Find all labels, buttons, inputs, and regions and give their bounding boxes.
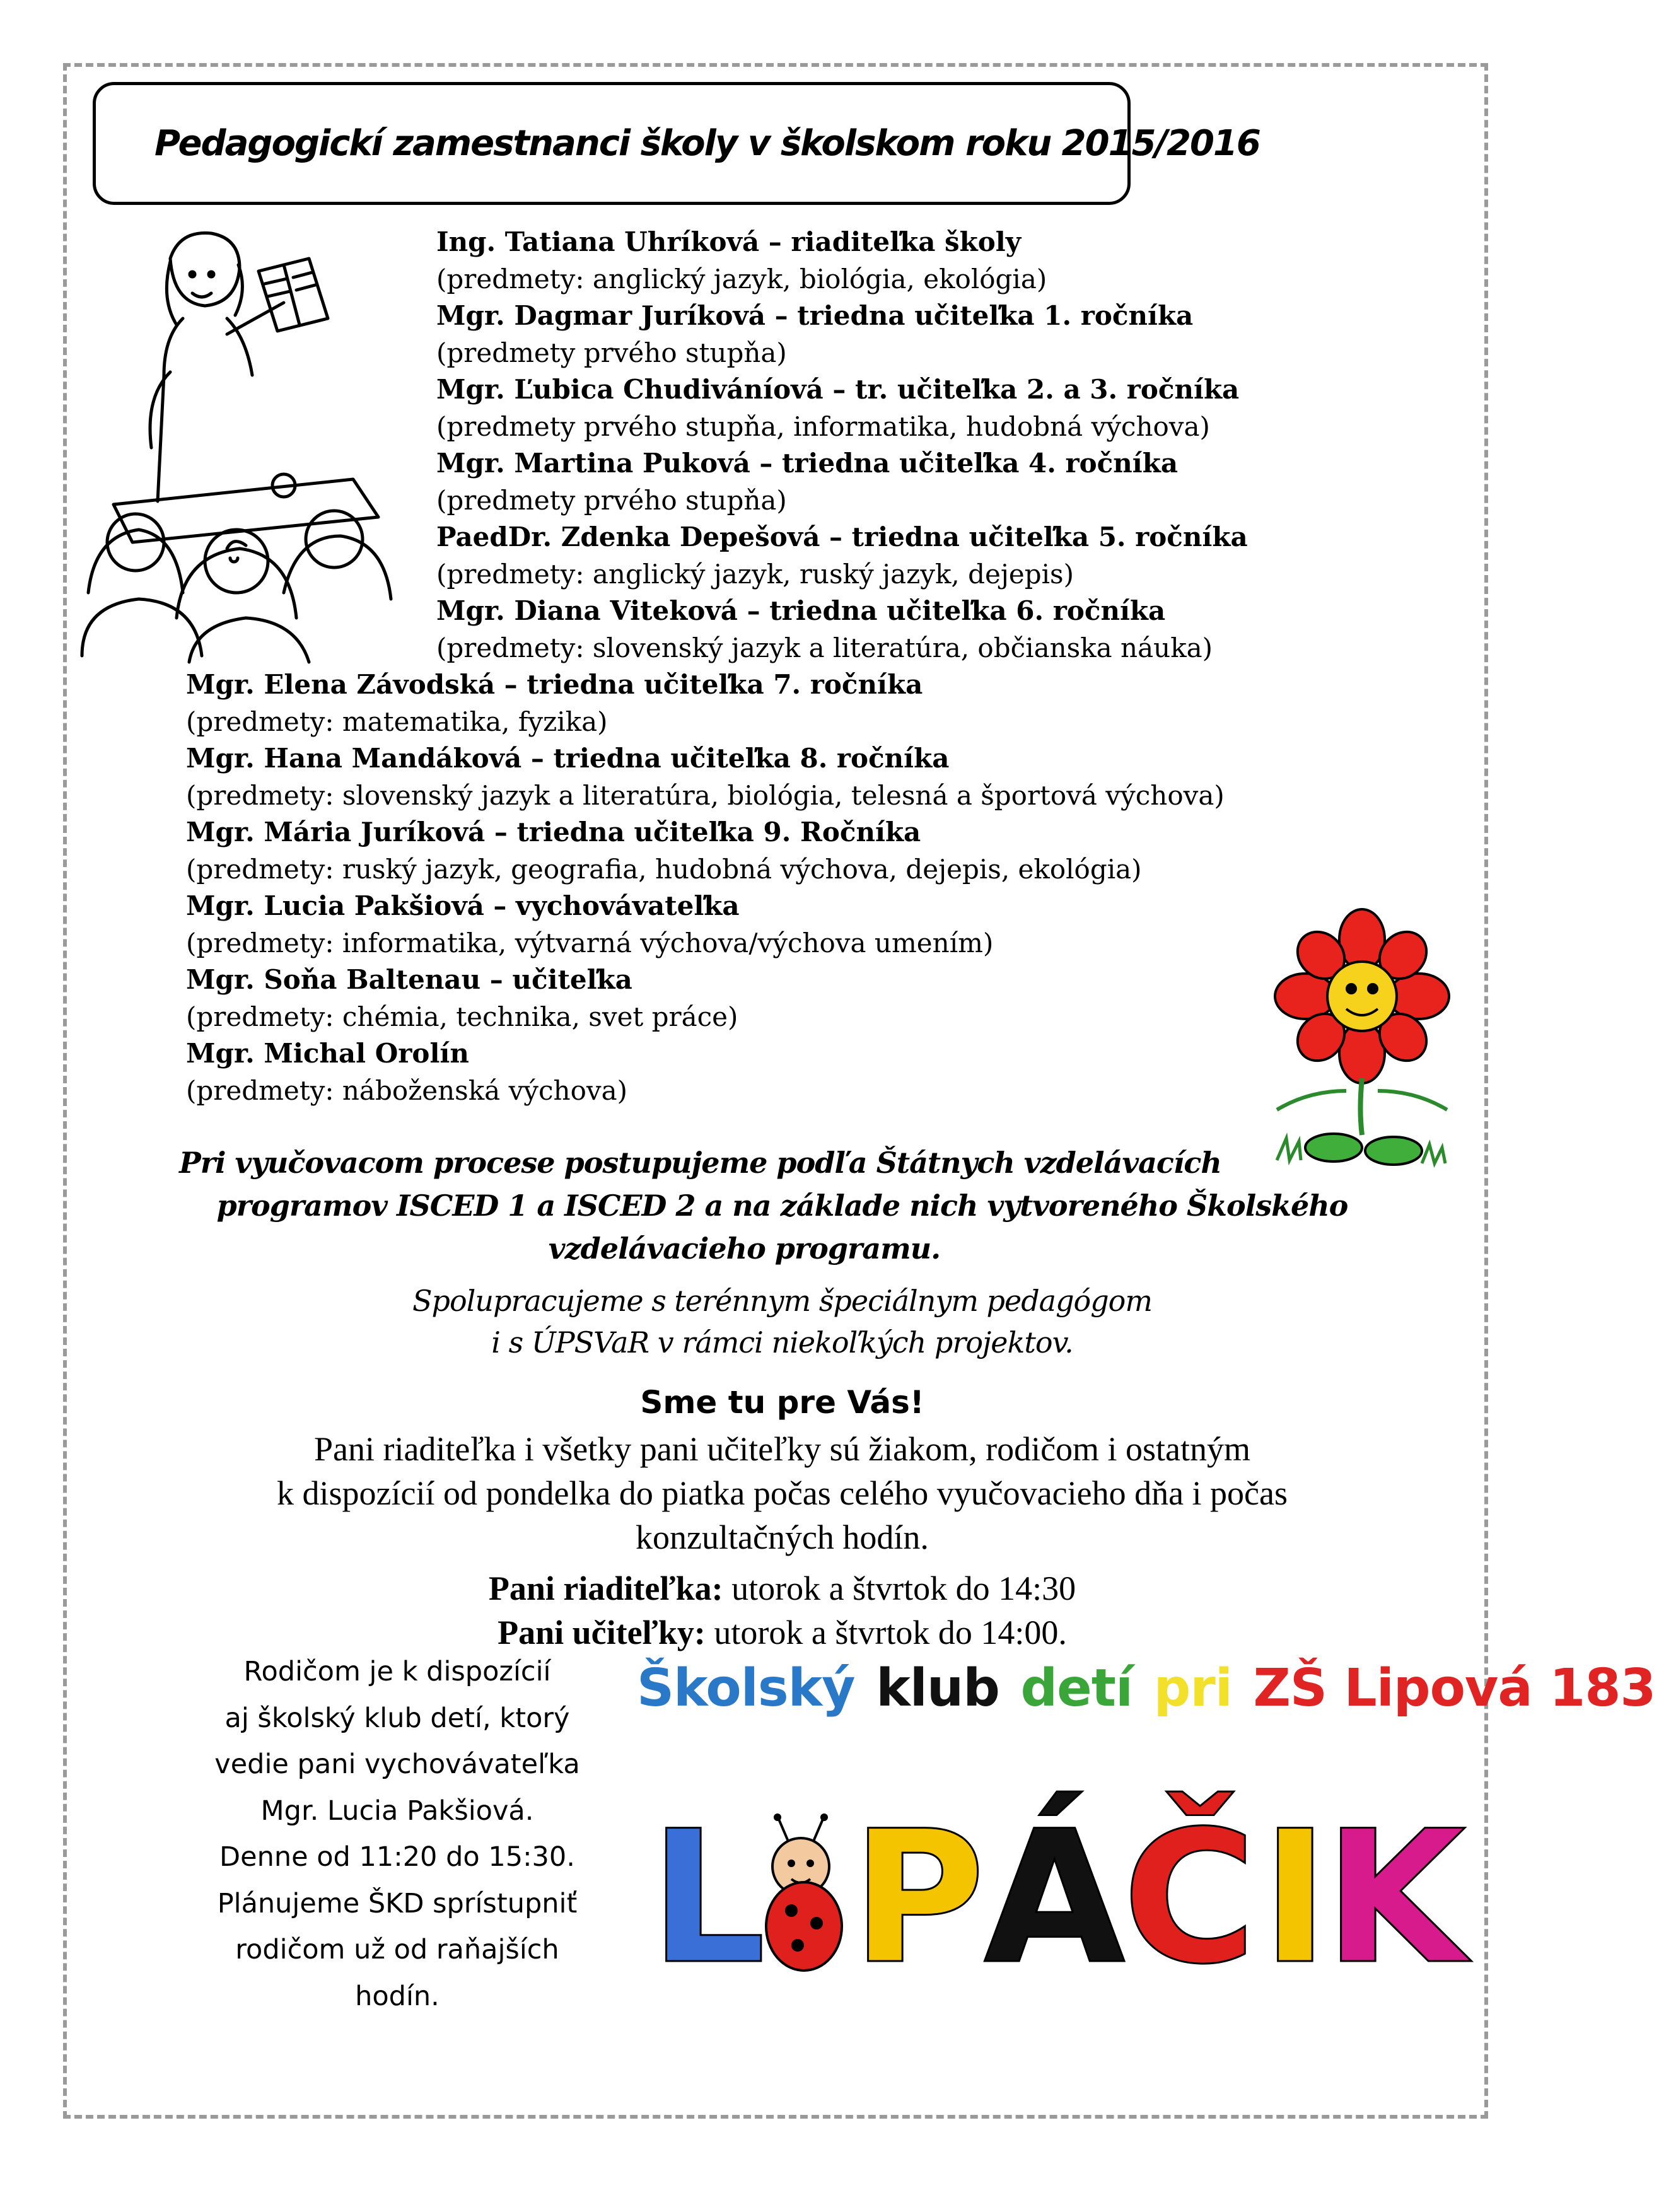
staff-subjects: (predmety: informatika, výtvarná výchova/výchova umením) (186, 927, 994, 958)
logo-letter: P (851, 1792, 986, 2005)
staff-name: Mgr. Ľubica Chudiváníová – tr. učiteľka 2. a 3. ročníka (436, 374, 1240, 405)
cooperation-line-2: i s ÚPSVaR v rámci niekoľkých projektov. (491, 1325, 1073, 1359)
staff-list-bottom (186, 667, 1225, 1109)
school-club-info-line: Mgr. Lucia Pakšiová. (260, 1795, 534, 1827)
staff-subjects: (predmety prvého stupňa) (436, 484, 787, 516)
staff-name: Ing. Tatiana Uhríková – riaditeľka školy (436, 226, 1022, 257)
staff-name: Mgr. Martina Puková – triedna učiteľka 4. ročníka (436, 448, 1179, 479)
club-title-part: detí (1020, 1658, 1133, 1718)
availability-line-3: konzultačných hodín. (636, 1518, 929, 1556)
ladybug-icon (766, 1813, 842, 1970)
availability-line-2: k dispozícií od pondelka do piatka počas celého vyučovacieho dňa i počas (277, 1474, 1288, 1512)
staff-subjects: (predmety: anglický jazyk, ruský jazyk, dejepis) (436, 558, 1074, 590)
school-club-info-line: vedie pani vychovávateľka (214, 1749, 580, 1780)
page-title: Pedagogickí zamestnanci školy v školskom roku 2015/2016 (154, 123, 1260, 164)
staff-name: Mgr. Mária Juríková – triedna učiteľka 9. Ročníka (186, 817, 921, 847)
curriculum-line-1: Pri vyučovacom procese postupujeme podľa Štátnych vzdelávacích (179, 1146, 1221, 1180)
staff-list-top (436, 224, 1248, 667)
staff-subjects: (predmety: slovenský jazyk a literatúra, občianska náuka) (436, 632, 1213, 663)
logo-letter: L (649, 1792, 766, 2005)
logo-letter: Á (984, 1792, 1126, 2005)
curriculum-line-2: programov ISCED 1 a ISCED 2 a na základe nich vytvoreného Školského (216, 1189, 1348, 1223)
school-club-info-line: hodín. (355, 1980, 439, 2012)
staff-subjects: (predmety: ruský jazyk, geografia, hudobná výchova, dejepis, ekológia) (186, 853, 1142, 885)
cooperation-line-1: Spolupracujeme s terénnym špeciálnym pedagógom (412, 1284, 1152, 1318)
staff-name: Mgr. Michal Orolín (186, 1038, 469, 1069)
school-club-title (637, 1658, 1659, 1718)
school-club-info-line: Rodičom je k dispozícií (243, 1656, 551, 1687)
club-title-part: ZŠ Lipová 183 (1253, 1658, 1656, 1718)
school-club-info (170, 1649, 624, 2020)
staff-name: Mgr. Diana Viteková – triedna učiteľka 6. ročníka (436, 595, 1166, 626)
staff-subjects: (predmety: anglický jazyk, biológia, ekológia) (436, 263, 1047, 294)
staff-name: Mgr. Dagmar Juríková – triedna učiteľka 1. ročníka (436, 300, 1194, 331)
director-hours-time: utorok a štvrtok do 14:30 (723, 1569, 1076, 1607)
lipacik-logo (643, 1791, 1482, 2005)
staff-name: Mgr. Soňa Baltenau – učiteľka (186, 964, 632, 995)
school-club-info-line: Plánujeme ŠKD sprístupniť (217, 1887, 578, 1919)
school-club-info-line: aj školský klub detí, ktorý (224, 1702, 570, 1734)
staff-name: Mgr. Hana Mandáková – triedna učiteľka 8. ročníka (186, 743, 950, 774)
teachers-hours-time: utorok a štvrtok do 14:00. (705, 1614, 1067, 1651)
club-title-part: Školský (637, 1658, 855, 1718)
staff-subjects: (predmety prvého stupňa, informatika, hudobná výchova) (436, 410, 1210, 442)
teachers-hours-label: Pani učiteľky: (498, 1614, 706, 1651)
staff-subjects: (predmety: slovenský jazyk a literatúra, biológia, telesná a športová výchova) (186, 779, 1225, 811)
staff-subjects: (predmety: chémia, technika, svet práce) (186, 1001, 738, 1032)
director-hours-label: Pani riaditeľka: (488, 1569, 723, 1607)
staff-subjects: (predmety: náboženská výchova) (186, 1074, 628, 1106)
staff-subjects: (predmety: matematika, fyzika) (186, 706, 608, 737)
availability-line-1: Pani riaditeľka i všetky pani učiteľky sú žiakom, rodičom i ostatným (313, 1430, 1251, 1468)
school-club-info-line: Denne od 11:20 do 15:30. (219, 1841, 575, 1873)
school-club-info-line: rodičom už od raňajších (235, 1934, 559, 1965)
curriculum-line-3: vzdelávacieho programu. (548, 1231, 941, 1266)
staff-name: PaedDr. Zdenka Depešová – triedna učiteľka 5. ročníka (436, 521, 1248, 552)
logo-letter: Č (1122, 1792, 1257, 2005)
slogan: Sme tu pre Vás! (640, 1384, 924, 1421)
director-hours (0, 1566, 1564, 1610)
staff-name: Mgr. Elena Závodská – triedna učiteľka 7. ročníka (186, 669, 923, 700)
club-title-part: klub (876, 1658, 999, 1718)
flower-mascot-illustration (1258, 908, 1466, 1173)
teachers-hours (0, 1610, 1564, 1655)
logo-letter: K (1324, 1792, 1466, 2005)
staff-name: Mgr. Lucia Pakšiová – vychovávateľka (186, 890, 740, 921)
staff-subjects: (predmety prvého stupňa) (436, 337, 787, 368)
logo-letter: I (1261, 1792, 1329, 2005)
teacher-with-students-illustration (76, 214, 422, 668)
club-title-part: pri (1153, 1658, 1232, 1718)
